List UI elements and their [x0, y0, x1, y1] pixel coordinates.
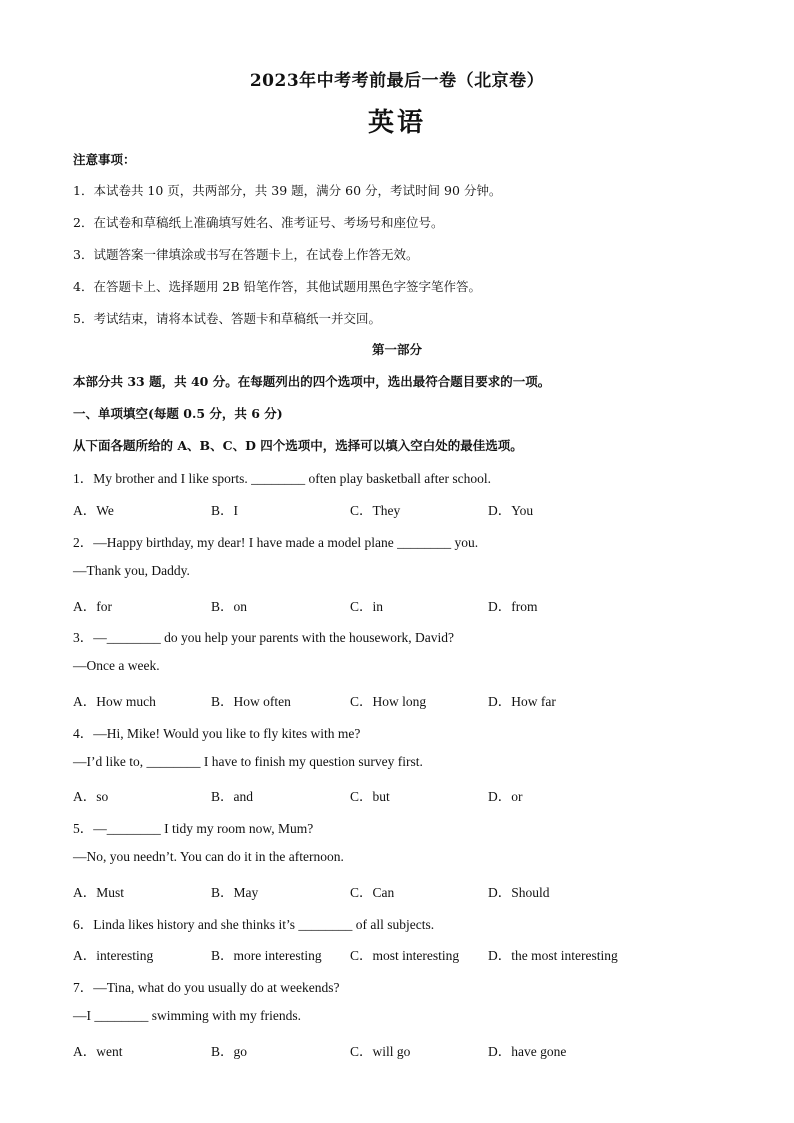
option-b: B．How often — [211, 694, 291, 709]
option-a: A．so — [73, 789, 109, 804]
notice-heading: 注意事项： — [73, 152, 136, 167]
option-b: B．I — [211, 503, 238, 518]
question-reply: —I ________ swimming with my friends. — [73, 1008, 301, 1023]
option-a: A．interesting — [73, 948, 154, 963]
question-stem: 1．My brother and I like sports. ________ often play basketball after school. — [73, 471, 492, 486]
question-stem: 4．—Hi, Mike! Would you like to fly kites with me? — [73, 726, 361, 741]
option-d: D．from — [488, 599, 538, 614]
option-b: B．and — [211, 789, 253, 804]
question-reply: —No, you needn’t. You can do it in the afternoon. — [73, 849, 344, 864]
question-reply: —I’d like to, ________ I have to finish my question survey first. — [73, 754, 423, 769]
option-d: D．How far — [488, 694, 556, 709]
option-a: A．We — [73, 503, 114, 518]
section-instruction: 从下面各题所给的 A、B、C、D 四个选项中，选择可以填入空白处的最佳选项。 — [73, 438, 523, 453]
option-c: C．They — [350, 503, 401, 518]
option-c: C．but — [350, 789, 390, 804]
question-reply: —Thank you, Daddy. — [73, 563, 190, 578]
option-c: C．How long — [350, 694, 427, 709]
option-b: B．go — [211, 1044, 248, 1059]
section-title: 一、单项填空(每题 0.5 分，共 6 分) — [73, 406, 283, 421]
notice-item: 1．本试卷共 10 页，共两部分，共 39 题，满分 60 分，考试时间 90 分钟。 — [73, 183, 502, 198]
option-a: A．went — [73, 1044, 123, 1059]
question-stem: 5．—________ I tidy my room now, Mum? — [73, 821, 314, 836]
question-stem: 6．Linda likes history and she thinks it’s ________ of all subjects. — [73, 917, 435, 932]
option-c: C．will go — [350, 1044, 411, 1059]
option-b: B．more interesting — [211, 948, 322, 963]
part-intro: 本部分共 33 题，共 40 分。在每题列出的四个选项中，选出最符合题目要求的一项。 — [73, 374, 551, 389]
option-d: D．Should — [488, 885, 550, 900]
option-b: B．May — [211, 885, 259, 900]
option-d: D．have gone — [488, 1044, 567, 1059]
option-c: C．most interesting — [350, 948, 460, 963]
option-a: A．How much — [73, 694, 156, 709]
notice-item: 5．考试结束，请将本试卷、答题卡和草稿纸一并交回。 — [73, 311, 381, 326]
question-stem: 2．—Happy birthday, my dear! I have made a model plane ________ you. — [73, 535, 479, 550]
subject-title: 英语 — [367, 108, 426, 138]
question-reply: —Once a week. — [73, 658, 160, 673]
option-c: C．Can — [350, 885, 395, 900]
exam-title: 2023年中考考前最后一卷（北京卷） — [249, 71, 545, 91]
option-d: D．the most interesting — [488, 948, 618, 963]
question-stem: 7．—Tina, what do you usually do at weekends? — [73, 980, 340, 995]
notice-item: 3．试题答案一律填涂或书写在答题卡上，在试卷上作答无效。 — [73, 247, 419, 262]
option-c: C．in — [350, 599, 384, 614]
option-a: A．Must — [73, 885, 125, 900]
option-d: D．or — [488, 789, 523, 804]
question-stem: 3．—________ do you help your parents with the housework, David? — [73, 630, 454, 645]
part-title: 第一部分 — [371, 342, 422, 357]
option-d: D．You — [488, 503, 534, 518]
option-a: A．for — [73, 599, 112, 614]
option-b: B．on — [211, 599, 248, 614]
notice-item: 4．在答题卡上、选择题用 2B 铅笔作答，其他试题用黑色字签字笔作答。 — [73, 279, 482, 294]
notice-item: 2．在试卷和草稿纸上准确填写姓名、准考证号、考场号和座位号。 — [73, 215, 444, 230]
